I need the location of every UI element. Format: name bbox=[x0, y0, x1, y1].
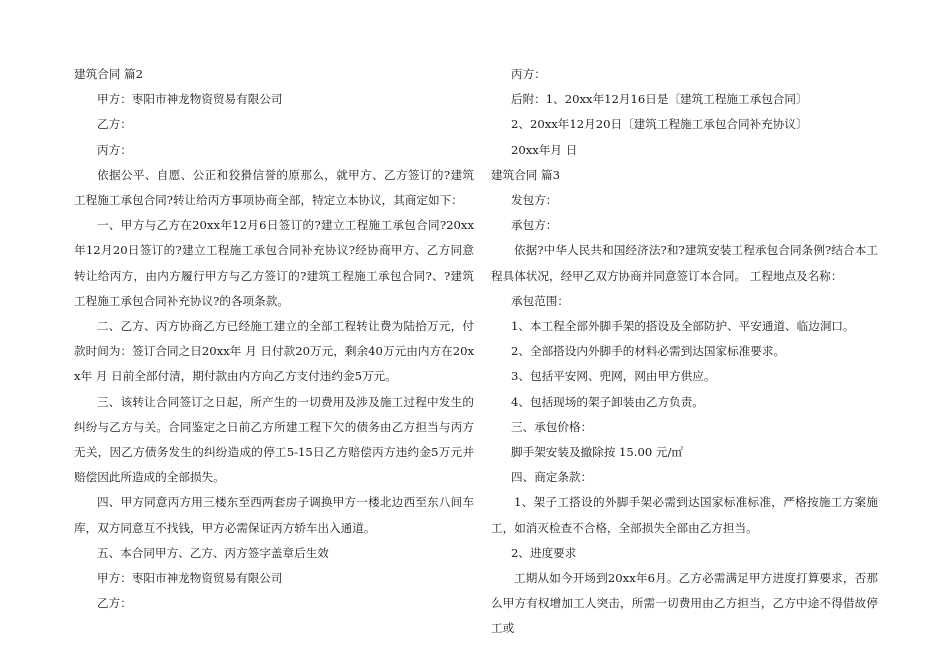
scope-item-1: 1、本工程全部外脚手架的搭设及全部防护、平安通道、临边洞口。 bbox=[511, 319, 855, 334]
party-c-signature-line: 丙方： bbox=[511, 67, 546, 81]
terms-item-1-paragraph: 1、架子工搭设的外脚手架必需到达国家标准标准，严格按施工方案施工，如消灭检查不合格，全部损失全部由乙方担当。 bbox=[491, 495, 878, 535]
attachment-2-line: 2、20xx年12月20日〔建筑工程施工承包合同补充协议〕 bbox=[511, 117, 808, 132]
party-b-signature-line: 乙方： bbox=[97, 596, 132, 611]
contractor-line: 承包方： bbox=[511, 218, 558, 233]
clause-5-paragraph: 五、本合同甲方、乙方、丙方签字盖章后生效 bbox=[97, 545, 329, 560]
scope-item-2: 2、全部搭设内外脚手的材料必需到达国家标准要求。 bbox=[511, 344, 786, 359]
terms-heading: 四、商定条款： bbox=[511, 470, 593, 485]
preamble-paragraph: 依据公平、自愿、公正和狡猾信誉的原那么，就甲方、乙方签订的?建筑工程施工承包合同?转让给丙方事项协商全部，特定立本协议，其商定如下： bbox=[74, 167, 474, 208]
heading-contract-3: 建筑合同 篇3 bbox=[491, 167, 561, 182]
basis-paragraph: 依据?中华人民共和国经济法?和?建筑安装工程承包合同条例?结合本工程具体状况，经甲乙双方协商并同意签订本合同。 工程地点及名称： bbox=[491, 243, 878, 283]
left-column bbox=[74, 62, 474, 616]
progress-heading: 2、进度要求 bbox=[511, 545, 577, 560]
schedule-paragraph: 工期从如今开场到20xx年6月。乙方必需满足甲方进度打算要求，否那么甲方有权增加工人突击，所需一切费用由乙方担当，乙方中途不得借故停工或 bbox=[491, 571, 878, 636]
clause-3-paragraph: 三、该转让合同签订之日起，所产生的一切费用及涉及施工过程中发生的纠纷与乙方与关。合同鉴定之日前乙方所建工程下欠的债务由乙方担当与丙方无关，因乙方债务发生的纠纷造成的停工5-15日乙方赔偿丙方违约金5万元并赔偿因此所造成的全部损失。 bbox=[74, 394, 474, 485]
employer-line: 发包方： bbox=[511, 193, 558, 208]
clause-1-paragraph: 一、甲方与乙方在20xx年12月6日签订的?建立工程施工承包合同?20xx年12月20日签订的?建立工程施工承包合同补充协议?经协商甲方、乙方同意转让给丙方，由内方履行甲方与乙方签订的?建筑工程施工承包合同?、?建筑工程施工承包合同补充协议?的各项条款。 bbox=[74, 218, 474, 308]
scope-item-3: 3、包括平安网、兜网，网由甲方供应。 bbox=[511, 369, 716, 384]
price-line: 脚手架安装及撤除按 15.00 元/㎡ bbox=[511, 445, 683, 460]
scope-item-4: 4、包括现场的架子卸装由乙方负责。 bbox=[511, 394, 704, 409]
clause-4-paragraph: 四、甲方同意丙方用三楼东至西两套房子调换甲方一楼北边西至东八间车库，双方同意互不找钱，甲方必需保证丙方轿车出入通道。 bbox=[74, 495, 474, 535]
attachment-1-line: 后附：1、20xx年12月16日是〔建筑工程施工承包合同〕 bbox=[511, 92, 808, 107]
party-c-line: 丙方： bbox=[97, 142, 132, 157]
date-line: 20xx年月 日 bbox=[511, 142, 578, 157]
party-a-signature-line: 甲方：枣阳市神龙物资贸易有限公司 bbox=[97, 571, 283, 586]
clause-2-paragraph: 二、乙方、丙方协商乙方已经施工建立的全部工程转让费为陆拾万元，付款时间为：签订合同之日20xx年 月 日付款20万元，剩余40万元由内方在20xx年 月 日前全部付清，期付款由内方向乙方支付违约金5万元。 bbox=[74, 319, 474, 384]
scope-heading: 承包范围： bbox=[511, 293, 569, 308]
party-a-line: 甲方：枣阳市神龙物资贸易有限公司 bbox=[97, 92, 283, 107]
price-heading: 三、承包价格： bbox=[511, 419, 593, 434]
party-b-line: 乙方： bbox=[97, 117, 132, 132]
heading-contract-2: 建筑合同 篇2 bbox=[74, 67, 144, 81]
right-column bbox=[491, 62, 878, 642]
